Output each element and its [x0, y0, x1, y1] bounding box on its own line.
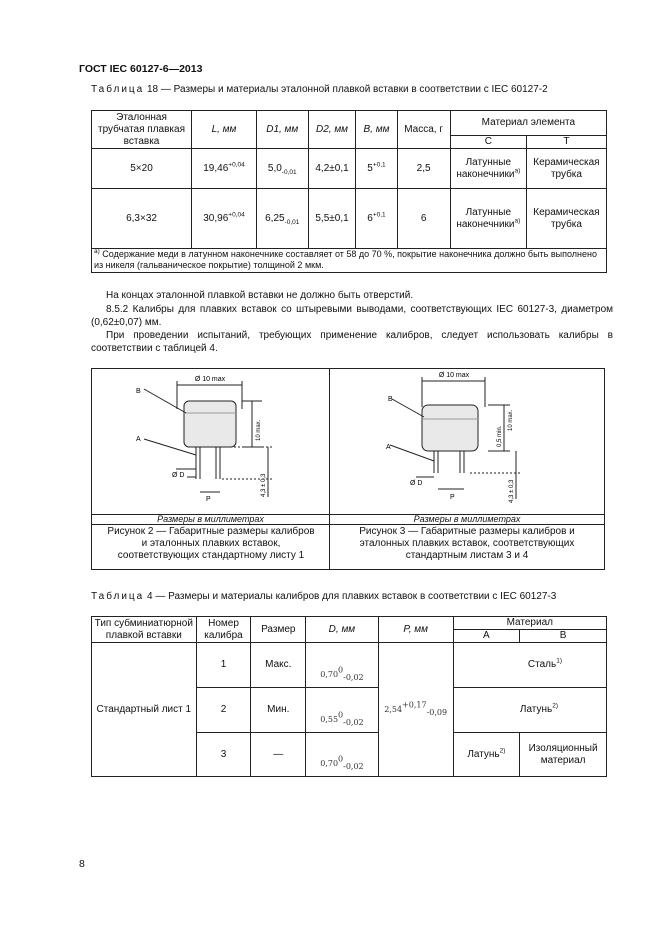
paragraph-3: При проведении испытаний, требующих применение калибров, следует использовать калибры в соответствии с таблицей 4. — [91, 330, 613, 354]
paragraph-1: На концах эталонной плавкой вставки не должно быть отверстий. — [106, 290, 414, 301]
t18-cell-B: $5^{+0,1}$ — [356, 149, 397, 189]
t4-header-size: Размер — [251, 617, 306, 643]
fig3-dim-height: 10 max. — [508, 409, 514, 431]
t4-header-type: Тип субминиатюрной плавкой вставки — [92, 617, 197, 643]
fig2-units: Размеры в миллиметрах — [157, 514, 264, 524]
t18-cell-mass: 6 — [397, 189, 450, 249]
t4-cell-material: Латунь$^{2)}$ — [453, 688, 606, 733]
table-4 — [91, 616, 607, 777]
t4-header-num: Номер калибра — [196, 617, 251, 643]
t4-cell-D: $0,55^0_{-0,02}$ — [306, 688, 379, 733]
fig2-label-A: A — [136, 436, 141, 443]
t18-cell-C: Латунные наконечники$^{a)}$ — [450, 149, 526, 189]
table-row — [92, 149, 607, 189]
t18-cell-L: $30,96^{+0,04}$ — [192, 189, 257, 249]
t18-cell-T: Керамическая трубка — [526, 149, 606, 189]
t4-cell-num: 1 — [196, 643, 251, 688]
table-row — [92, 643, 607, 688]
fig2-dim-height: 10 max. — [256, 419, 262, 441]
t4-cell-num: 3 — [196, 733, 251, 777]
t4-header-B: B — [520, 630, 607, 643]
t18-header-type: Эталонная трубчатая плавкая вставка — [92, 111, 192, 149]
t18-header-mass: Масса, г — [397, 111, 450, 149]
table18-caption: Таблица 18 — Размеры и материалы эталонной плавкой вставки в соответствии с IEC 60127-2 — [91, 84, 548, 95]
figure-2-drawing — [92, 369, 329, 514]
fig3-dim-top: Ø 10 max — [438, 372, 470, 379]
t18-cell-T: Керамическая трубка — [526, 189, 606, 249]
fig3-label-P: P — [450, 494, 455, 501]
t18-cell-C: Латунные наконечники$^{a)}$ — [450, 189, 526, 249]
t4-cell-type: Стандартный лист 1 — [92, 643, 197, 777]
fig3-label-D: Ø D — [410, 480, 423, 487]
t4-cell-num: 2 — [196, 688, 251, 733]
t18-header-D1: D1, мм — [256, 111, 308, 149]
t18-header-C: C — [450, 136, 526, 149]
fig2-label-B: B — [136, 388, 141, 395]
t4-cell-material: Сталь$^{1)}$ — [453, 643, 606, 688]
fig2-caption: Рисунок 2 — Габаритные размеры калибров и эталонных плавких вставок, соответствующих стандартному листу 1 — [107, 526, 315, 561]
t4-cell-D: $0,70^0_{-0,02}$ — [306, 643, 379, 688]
fig3-dim-pin: 4,3 ± 0,3 — [509, 479, 515, 503]
t18-cell-D1: $6,25_{-0,01}$ — [256, 189, 308, 249]
fig3-dim-min: 0,5 min. — [497, 425, 503, 447]
t18-header-L: L, мм — [192, 111, 257, 149]
t4-cell-P: $2,54^{+0,17}_{-0,09}$ — [378, 643, 453, 777]
t4-header-P: P, мм — [378, 617, 453, 643]
t4-header-A: A — [453, 630, 520, 643]
table-18 — [91, 110, 607, 273]
t18-header-D2: D2, мм — [308, 111, 356, 149]
fig3-label-A: A — [386, 444, 391, 451]
fig2-label-D: Ø D — [172, 472, 185, 479]
t4-cell-D: $0,70^0_{-0,02}$ — [306, 733, 379, 777]
t18-footnote: $^{a)}$ Содержание меди в латунном наконечнике составляет от 58 до 70 %, покрытие наконечника должно быть выполнено из никеля (гальваническое покрытие) толщиной 2 мкм. — [92, 249, 607, 273]
t18-cell-L: $19,46^{+0,04}$ — [192, 149, 257, 189]
page-number: 8 — [79, 858, 85, 870]
t18-cell-D2: 5,5±0,1 — [308, 189, 356, 249]
fig2-dim-top: Ø 10 max — [194, 376, 226, 383]
t18-header-B: B, мм — [356, 111, 397, 149]
fig2-label-P: P — [206, 496, 211, 503]
t18-header-T: T — [526, 136, 606, 149]
t4-header-material: Материал — [453, 617, 606, 630]
t4-cell-size: — — [251, 733, 306, 777]
t18-header-material: Материал элемента — [450, 111, 606, 136]
table-row — [92, 189, 607, 249]
fig2-dim-pin: 4,3 ± 0,3 — [261, 473, 267, 497]
fig3-label-B: B — [388, 396, 393, 403]
figure-3-drawing — [330, 369, 604, 514]
table4-caption: Таблица 4 — Размеры и материалы калибров для плавких вставок в соответствии с IEC 60127-3 — [91, 591, 557, 602]
t18-cell-D1: $5,0_{-0,01}$ — [256, 149, 308, 189]
t4-cell-material-A: Латунь$^{2)}$ — [453, 733, 520, 777]
t18-cell-type: 5×20 — [92, 149, 192, 189]
t4-cell-size: Мин. — [251, 688, 306, 733]
t4-cell-material-B: Изоляционный материал — [520, 733, 607, 777]
t18-cell-mass: 2,5 — [397, 149, 450, 189]
t18-cell-B: $6^{+0,1}$ — [356, 189, 397, 249]
fig3-caption: Рисунок 3 — Габаритные размеры калибров и эталонных плавких вставок, соответствующих стандартным листам 3 и 4 — [359, 526, 575, 561]
t4-header-D: D, мм — [306, 617, 379, 643]
t18-cell-type: 6,3×32 — [92, 189, 192, 249]
fig3-units: Размеры в миллиметрах — [413, 514, 521, 524]
figures-block — [91, 368, 605, 570]
t4-cell-size: Макс. — [251, 643, 306, 688]
t18-cell-D2: 4,2±0,1 — [308, 149, 356, 189]
document-header: ГОСТ IEC 60127-6—2013 — [79, 63, 203, 75]
paragraph-2: 8.5.2 Калибры для плавких вставок со штыревыми выводами, соответствующих IEC 60127-3, диаметром (0,62±0,07) мм. — [91, 304, 613, 328]
